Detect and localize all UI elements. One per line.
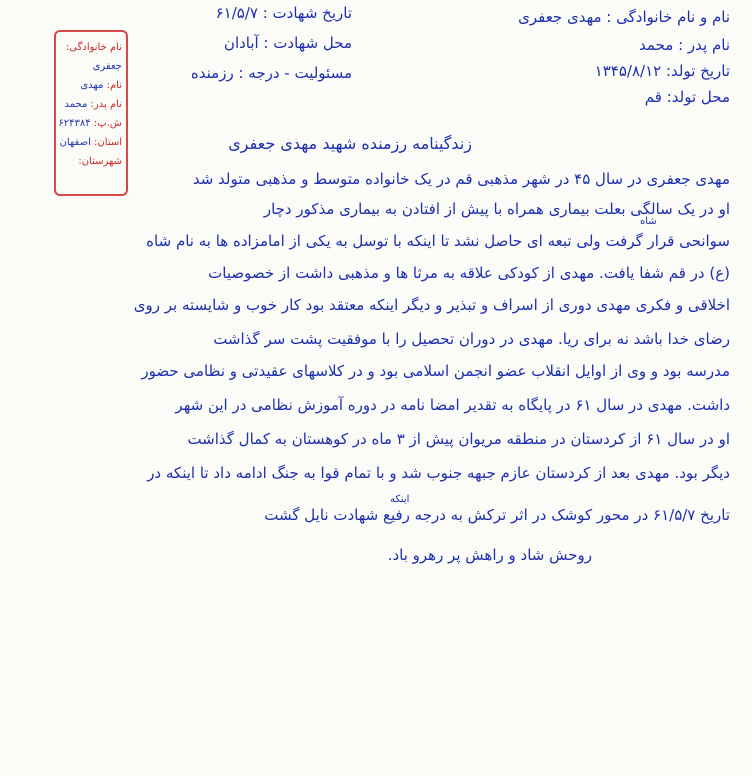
stamp-fields bbox=[58, 38, 122, 171]
stamp-family: نام خانوادگی: جعفری bbox=[65, 42, 122, 72]
body-line-10: دیگر بود. مهدی بعد از کردستان عازم جبهه جنوب شد و با تمام قوا به جنگ ادامه داد تا اینکه در bbox=[147, 464, 730, 482]
insert-note: اینکه bbox=[390, 494, 410, 505]
stamp-file: ش.پ: ۶۲۴۳۸۴ bbox=[58, 118, 122, 129]
martyrdom-place-field: محل شهادت : آبادان bbox=[223, 34, 352, 52]
body-line-3: سوانحی قرار گرفت ولی تبعه ای حاصل نشد تا اینکه با توسل به یکی از امامزاده ها به نام شاه bbox=[146, 232, 730, 250]
martyrdom-date-field: تاریخ شهادت : ۶۱/۵/۷ bbox=[215, 4, 352, 22]
body-line-5: اخلاقی و فکری مهدی دوری از اسراف و تبذیر و دیگر اینکه معتقد بود کار خوب و شایسته بر روی bbox=[133, 296, 730, 314]
father-field: نام پدر : محمد bbox=[639, 36, 730, 54]
body-line-8: داشت. مهدی در سال ۶۱ در پایگاه به تقدیر امضا نامه در دوره آموزش نظامی در این شهر bbox=[175, 396, 730, 414]
margin-note: شاه bbox=[640, 216, 657, 227]
name-field: نام و نام خانوادگی : مهدی جعفری bbox=[518, 8, 730, 26]
stamp-name: نام: مهدی bbox=[80, 80, 122, 91]
unit-field: مسئولیت - درجه : رزمنده bbox=[190, 64, 352, 82]
birthplace-field: محل تولد: قم bbox=[644, 88, 730, 106]
body-line-2: او در یک سالگی بعلت بیماری همراه با پیش از افتادن به بیماری مذکور دچار bbox=[263, 200, 730, 218]
body-line-1: مهدی جعفری در سال ۴۵ در شهر مذهبی قم در یک خانواده متوسط و مذهبی متولد شد bbox=[192, 170, 730, 188]
body-line-12: روحش شاد و راهش پر رهرو باد. bbox=[387, 546, 592, 564]
body-line-7: مدرسه بود و وی از اوایل انقلاب عضو انجمن اسلامی بود و در کلاسهای عقیدتی و نظامی حضور bbox=[141, 362, 730, 380]
birthdate-field: تاریخ تولد: ۱۳۴۵/۸/۱۲ bbox=[594, 62, 730, 80]
body-line-9: او در سال ۶۱ از کردستان در منطقه مریوان پیش از ۳ ماه در کوهستان به کمال گذاشت bbox=[187, 430, 730, 448]
body-line-4: (ع) در قم شفا یافت. مهدی از کودکی علاقه به مرثا ها و مذهبی داشت از خصوصیات bbox=[208, 264, 730, 282]
stamp-father: نام پدر: محمد bbox=[64, 99, 122, 110]
stamp-city: شهرستان: bbox=[78, 156, 122, 167]
body-line-11: تاریخ ۶۱/۵/۷ در محور کوشک در اثر ترکش به درجه رفیع شهادت نایل گشت bbox=[264, 506, 730, 524]
stamp-province: استان: اصفهان bbox=[59, 137, 122, 148]
document-title: زندگینامه رزمنده شهید مهدی جعفری bbox=[228, 134, 472, 153]
body-line-6: رضای خدا باشد نه برای ریا. مهدی در دوران تحصیل را با موفقیت پشت سر گذاشت bbox=[213, 330, 730, 348]
